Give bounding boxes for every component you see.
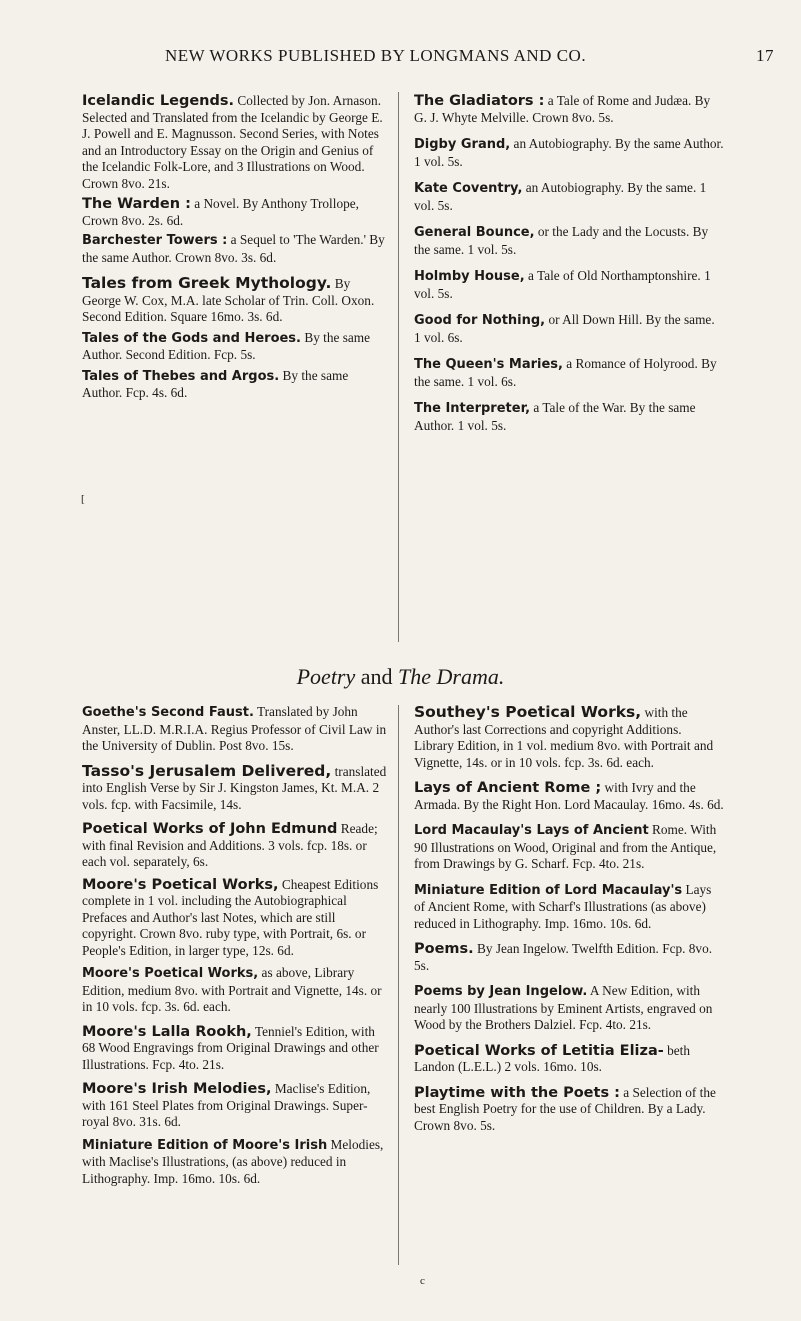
entry-title: Lord Macaulay's Lays of Ancient bbox=[414, 823, 649, 838]
entry-description: a Tale of Old Northamptonshire. 1 vol. 5s. bbox=[414, 268, 711, 301]
bottom-right-column bbox=[414, 704, 724, 1134]
entry-description: translated into English Verse by Sir J. Kingston James, Kt. M.A. 2 vols. fcp. with Facsimile, 14s. bbox=[82, 763, 387, 812]
entry-description: a Tale of the War. By the same Author. 1 vol. 5s. bbox=[414, 400, 696, 433]
catalog-entry bbox=[414, 93, 724, 126]
entry-title: The Interpreter, bbox=[414, 401, 531, 416]
entry-description: Cheapest Editions complete in 1 vol. including the Autobiographical Prefaces and Author's last Notes, which are still copyright. Crown 8vo. ruby type, with Portrait, 6s. or People's Edition, in larger type, 12s. 6d. bbox=[82, 876, 379, 958]
entry-title: Tales of the Gods and Heroes. bbox=[82, 330, 301, 346]
entry-description: with Ivry and the Armada. By the Right Hon. Lord Macaulay. 16mo. 4s. 6d. bbox=[414, 780, 724, 812]
catalog-entry bbox=[82, 704, 388, 755]
catalog-entry bbox=[414, 136, 724, 170]
top-right-column bbox=[414, 93, 724, 434]
entry-description: By George W. Cox, M.A. late Scholar of Trin. Coll. Oxon. Second Edition. Square 16mo. 3s. 6d. bbox=[82, 276, 375, 324]
running-header bbox=[0, 46, 801, 68]
section-title-poetry: Poetry bbox=[296, 664, 356, 689]
catalog-entry bbox=[82, 368, 388, 402]
entry-title: Icelandic Legends. bbox=[82, 93, 235, 109]
column-rule-top bbox=[398, 92, 399, 642]
catalog-entry bbox=[414, 1085, 724, 1135]
margin-mark: [ bbox=[81, 493, 85, 505]
catalog-entry bbox=[82, 232, 388, 266]
entry-title: Moore's Irish Melodies, bbox=[82, 1081, 272, 1097]
header-title: NEW WORKS PUBLISHED BY LONGMANS AND CO. bbox=[165, 46, 587, 65]
section-title-and: and bbox=[360, 664, 393, 689]
catalog-entry bbox=[414, 780, 724, 813]
entry-description: By the same Author. Second Edition. Fcp. 5s. bbox=[82, 329, 371, 362]
entry-title: Kate Coventry, bbox=[414, 181, 523, 196]
catalog-entry bbox=[414, 400, 724, 434]
catalog-entry bbox=[414, 822, 724, 873]
entry-description: A New Edition, with nearly 100 Illustrations by Eminent Artists, engraved on Wood by the Brothers Dalziel. Fcp. 4to. 21s. bbox=[414, 983, 713, 1032]
catalog-entry bbox=[414, 983, 724, 1034]
entry-title: Lays of Ancient Rome ; bbox=[414, 780, 602, 796]
column-rule-bottom bbox=[398, 705, 399, 1265]
catalog-entry bbox=[82, 1081, 388, 1131]
entry-description: Collected by Jon. Arnason. Selected and Translated from the Icelandic by George E. J. Powell and E. Magnusson. Second Series, with Notes and an Introductory Essay on the Origin and Genius of the Icelandic Folk-Lore, and 3 Illustrations on Wood. Crown 8vo. 21s. bbox=[82, 93, 383, 191]
signature-mark: c bbox=[420, 1275, 425, 1287]
entry-title: Digby Grand, bbox=[414, 137, 511, 152]
entry-description: Reade; with final Revision and Additions. 3 vols. fcp. 18s. or each vol. separately, 6s. bbox=[82, 821, 378, 869]
entry-title: The Gladiators : bbox=[414, 93, 545, 109]
catalog-entry bbox=[414, 704, 724, 771]
entry-title: Moore's Lalla Rookh, bbox=[82, 1023, 252, 1040]
catalog-entry bbox=[82, 330, 388, 364]
entry-description: Maclise's Edition, with 161 Steel Plates from Original Drawings. Super-royal 8vo. 31s. 6d. bbox=[82, 1081, 371, 1129]
entry-description: a Novel. By Anthony Trollope, Crown 8vo. 2s. 6d. bbox=[82, 196, 359, 228]
entry-description: a Romance of Holyrood. By the same. 1 vol. 6s. bbox=[414, 356, 717, 389]
entry-title: Tales of Thebes and Argos. bbox=[82, 368, 280, 384]
entry-description: Lays of Ancient Rome, with Scharf's Illustrations (as above) reduced in Lithography. Imp. 16mo. 10s. 6d. bbox=[414, 881, 712, 931]
entry-title: Tales from Greek Mythology. bbox=[82, 274, 332, 292]
catalog-entry bbox=[82, 275, 388, 326]
entry-title: Poems by Jean Ingelow. bbox=[414, 984, 588, 999]
catalog-entry bbox=[82, 763, 388, 814]
entry-title: Barchester Towers : bbox=[82, 233, 228, 248]
entry-title: The Queen's Maries, bbox=[414, 357, 563, 372]
entry-description: Rome. With 90 Illustrations on Wood, Original and from the Antique, from Drawings by G. Scharf. Fcp. 4to. 21s. bbox=[414, 822, 717, 871]
entry-description: a Selection of the best English Poetry for the use of Children. By a Lady. Crown 8vo. 5s. bbox=[414, 1084, 716, 1133]
catalog-entry bbox=[414, 224, 724, 258]
catalog-entry bbox=[82, 196, 388, 229]
entry-description: an Autobiography. By the same. 1 vol. 5s. bbox=[414, 180, 707, 213]
entry-title: Good for Nothing, bbox=[414, 313, 546, 328]
entry-description: a Sequel to 'The Warden.' By the same Author. Crown 8vo. 3s. 6d. bbox=[82, 232, 385, 265]
catalog-entry bbox=[414, 941, 724, 974]
entry-title: Moore's Poetical Works, bbox=[82, 876, 279, 893]
entry-description: with the Author's last Corrections and copyright Additions. Library Edition, in 1 vol. medium 8vo. with Portrait and Vignette, 14s. or in 10 vols. fcp. 3s. 6d. each. bbox=[414, 705, 714, 770]
catalog-entry bbox=[414, 180, 724, 214]
entry-description: Tenniel's Edition, with 68 Wood Engravings from Original Drawings and other Illustrations. Fcp. 4to. 21s. bbox=[82, 1023, 379, 1072]
entry-description: or the Lady and the Locusts. By the same. 1 vol. 5s. bbox=[414, 224, 709, 257]
entry-title: Holmby House, bbox=[414, 269, 525, 284]
entry-title: Miniature Edition of Moore's Irish bbox=[82, 1137, 328, 1153]
entry-title: Southey's Poetical Works, bbox=[414, 703, 642, 721]
catalog-entry bbox=[82, 965, 388, 1016]
entry-title: Goethe's Second Faust. bbox=[82, 705, 254, 720]
entry-description: Translated by John Anster, LL.D. M.R.I.A. Regius Professor of Civil Law in the University of Dublin. Post 8vo. 15s. bbox=[82, 704, 387, 753]
entry-title: Poetical Works of Letitia Eliza- bbox=[414, 1042, 664, 1059]
catalog-entry bbox=[414, 1043, 724, 1076]
entry-title: Moore's Poetical Works, bbox=[82, 966, 259, 981]
page-number: 17 bbox=[756, 46, 774, 65]
catalog-entry bbox=[82, 1137, 388, 1188]
entry-description: or All Down Hill. By the same. 1 vol. 6s. bbox=[414, 312, 715, 345]
entry-title: The Warden : bbox=[82, 196, 191, 212]
catalog-entry bbox=[82, 821, 388, 871]
entry-description: beth Landon (L.E.L.) 2 vols. 16mo. 10s. bbox=[414, 1042, 690, 1074]
catalog-entry bbox=[414, 882, 724, 933]
top-left-column bbox=[82, 93, 388, 402]
entry-description: a Tale of Rome and Judæa. By G. J. Whyte Melville. Crown 8vo. 5s. bbox=[414, 93, 711, 125]
entry-title: Tasso's Jerusalem Delivered, bbox=[82, 761, 332, 780]
catalog-entry bbox=[414, 312, 724, 346]
entry-description: By Jean Ingelow. Twelfth Edition. Fcp. 8vo. 5s. bbox=[414, 941, 713, 973]
entry-title: Miniature Edition of Lord Macaulay's bbox=[414, 882, 683, 898]
catalog-entry bbox=[82, 93, 388, 192]
catalog-entry bbox=[414, 268, 724, 302]
catalog-entry bbox=[82, 877, 388, 960]
catalog-entry bbox=[82, 1024, 388, 1074]
entry-description: as above, Library Edition, medium 8vo. with Portrait and Vignette, 14s. or in 10 vols. fcp. 3s. 6d. each. bbox=[82, 965, 382, 1014]
entry-description: Melodies, with Maclise's Illustrations, (as above) reduced in Lithography. Imp. 16mo. 10s. 6d. bbox=[82, 1136, 384, 1186]
section-title bbox=[0, 664, 801, 690]
entry-title: Poems. bbox=[414, 941, 474, 957]
section-title-drama: The Drama. bbox=[398, 664, 505, 689]
catalog-entry bbox=[414, 356, 724, 390]
entry-description: an Autobiography. By the same Author. 1 vol. 5s. bbox=[414, 136, 724, 169]
entry-description: By the same Author. Fcp. 4s. 6d. bbox=[82, 367, 349, 400]
entry-title: General Bounce, bbox=[414, 225, 535, 240]
entry-title: Poetical Works of John Edmund bbox=[82, 821, 338, 837]
entry-title: Playtime with the Poets : bbox=[414, 1084, 620, 1101]
bottom-left-column bbox=[82, 704, 388, 1187]
